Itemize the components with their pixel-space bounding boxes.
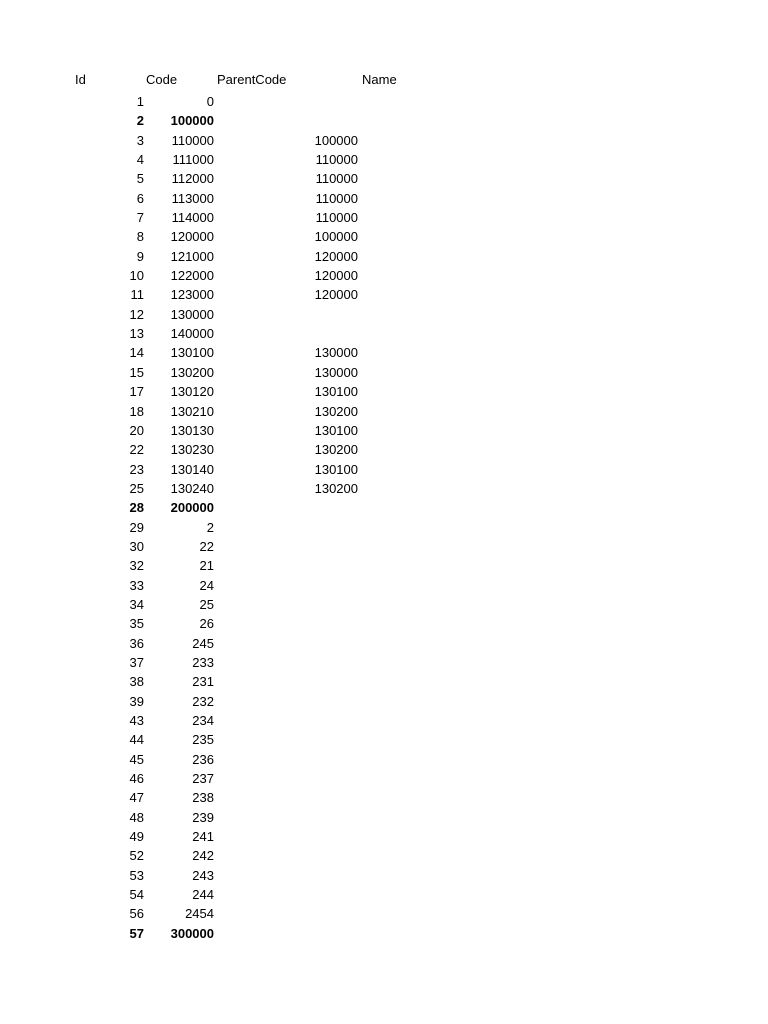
cell-code: 231 <box>192 674 214 690</box>
cell-code: 121000 <box>170 248 214 264</box>
table-row <box>0 576 768 595</box>
table-row <box>0 460 768 479</box>
cell-id: 53 <box>129 867 144 883</box>
cell-id: 20 <box>129 422 144 438</box>
cell-code: 232 <box>192 693 214 709</box>
cell-id: 32 <box>129 558 144 574</box>
table-row <box>0 634 768 653</box>
table-row <box>0 885 768 904</box>
cell-code: 130000 <box>170 306 214 322</box>
cell-id: 15 <box>129 364 144 380</box>
cell-id: 22 <box>129 442 144 458</box>
table-row <box>0 769 768 788</box>
cell-code: 130130 <box>170 422 214 438</box>
cell-code: 130210 <box>170 403 214 419</box>
cell-code: 113000 <box>171 190 214 206</box>
table-row <box>0 305 768 324</box>
cell-code: 140000 <box>170 326 214 342</box>
cell-code: 239 <box>192 809 214 825</box>
table-row <box>0 827 768 846</box>
cell-id: 48 <box>129 809 144 825</box>
cell-parent-code: 120000 <box>314 268 358 284</box>
cell-code: 110000 <box>171 132 214 148</box>
table-row <box>0 402 768 421</box>
cell-parent-code: 110000 <box>315 210 358 226</box>
cell-code: 243 <box>192 867 214 883</box>
cell-parent-code: 130100 <box>314 422 358 438</box>
cell-code: 0 <box>206 94 214 109</box>
table-row <box>0 227 768 246</box>
table-row <box>0 208 768 227</box>
cell-id: 35 <box>129 616 144 632</box>
cell-id: 8 <box>136 229 144 245</box>
cell-code: 114000 <box>171 210 214 226</box>
table-row <box>0 653 768 672</box>
header-parent-code: ParentCode <box>217 72 287 87</box>
cell-code: 123000 <box>170 287 214 303</box>
table-row <box>0 672 768 691</box>
table-row <box>0 692 768 711</box>
cell-parent-code: 120000 <box>314 248 358 264</box>
table-row <box>0 730 768 749</box>
cell-id: 56 <box>129 906 144 922</box>
cell-id: 46 <box>129 771 144 787</box>
header-name: Name <box>362 72 397 87</box>
cell-code: 122000 <box>170 268 214 284</box>
cell-code: 22 <box>199 538 214 554</box>
cell-id: 54 <box>129 887 144 903</box>
cell-code: 25 <box>199 596 214 612</box>
cell-id: 5 <box>136 171 144 187</box>
cell-code: 100000 <box>170 113 214 129</box>
cell-code: 300000 <box>170 925 214 941</box>
table-row <box>0 479 768 498</box>
data-rows <box>0 92 768 943</box>
cell-code: 2 <box>206 519 214 535</box>
table-row <box>0 150 768 169</box>
table-row <box>0 285 768 304</box>
cell-id: 3 <box>136 132 144 148</box>
table-row <box>0 343 768 362</box>
cell-id: 44 <box>129 732 144 748</box>
table-row <box>0 363 768 382</box>
cell-code: 235 <box>192 732 214 748</box>
table-row <box>0 266 768 285</box>
header-id: Id <box>75 72 86 87</box>
cell-code: 233 <box>192 654 214 670</box>
cell-code: 130230 <box>170 442 214 458</box>
cell-code: 234 <box>192 713 214 728</box>
cell-code: 244 <box>192 887 214 903</box>
cell-code: 130140 <box>170 461 214 477</box>
cell-id: 2 <box>136 113 144 129</box>
cell-id: 7 <box>136 210 144 226</box>
cell-parent-code: 100000 <box>314 132 358 148</box>
cell-code: 130100 <box>170 345 214 361</box>
table-row <box>0 924 768 943</box>
cell-id: 12 <box>129 306 144 322</box>
table-row <box>0 788 768 807</box>
table-row <box>0 111 768 130</box>
header-code: Code <box>146 72 178 87</box>
cell-code: 238 <box>192 790 214 806</box>
table-row <box>0 382 768 401</box>
table-row <box>0 750 768 769</box>
table-row <box>0 904 768 923</box>
cell-code: 245 <box>192 635 214 651</box>
table-row <box>0 808 768 827</box>
cell-id: 45 <box>129 751 144 767</box>
cell-code: 130200 <box>170 364 214 380</box>
cell-id: 39 <box>129 693 144 709</box>
table-row <box>0 866 768 885</box>
cell-id: 10 <box>129 268 144 284</box>
cell-id: 6 <box>136 190 144 206</box>
cell-code: 111000 <box>172 152 214 168</box>
cell-parent-code: 130200 <box>314 403 358 419</box>
table-row <box>0 614 768 633</box>
cell-id: 57 <box>129 925 144 941</box>
cell-code: 130240 <box>170 480 214 496</box>
cell-parent-code: 100000 <box>314 229 358 245</box>
cell-id: 17 <box>129 384 144 400</box>
cell-id: 49 <box>129 829 144 845</box>
cell-parent-code: 130100 <box>314 461 358 477</box>
cell-id: 52 <box>129 848 144 864</box>
cell-code: 130120 <box>170 384 214 400</box>
cell-id: 23 <box>129 461 144 477</box>
cell-id: 1 <box>136 94 144 109</box>
cell-id: 33 <box>129 577 144 593</box>
cell-id: 13 <box>129 326 144 342</box>
table-row <box>0 595 768 614</box>
cell-id: 18 <box>129 403 144 419</box>
cell-parent-code: 110000 <box>315 152 358 168</box>
table-row <box>0 556 768 575</box>
table-row <box>0 711 768 730</box>
cell-code: 26 <box>199 616 214 632</box>
cell-code: 237 <box>192 771 214 787</box>
table-row <box>0 324 768 343</box>
table-row <box>0 537 768 556</box>
cell-code: 2454 <box>185 906 214 922</box>
table-row <box>0 131 768 150</box>
cell-parent-code: 110000 <box>315 190 358 206</box>
cell-code: 120000 <box>170 229 214 245</box>
cell-parent-code: 110000 <box>315 171 358 187</box>
cell-id: 34 <box>129 596 144 612</box>
cell-id: 14 <box>129 345 144 361</box>
cell-id: 9 <box>136 248 144 264</box>
cell-id: 30 <box>129 538 144 554</box>
table-row <box>0 247 768 266</box>
table-row <box>0 92 768 111</box>
table-row <box>0 518 768 537</box>
cell-id: 4 <box>136 152 144 168</box>
cell-parent-code: 130200 <box>314 442 358 458</box>
cell-id: 47 <box>129 790 144 806</box>
cell-code: 236 <box>192 751 214 767</box>
cell-code: 24 <box>199 577 214 593</box>
cell-code: 200000 <box>170 500 214 516</box>
cell-parent-code: 130000 <box>314 345 358 361</box>
cell-code: 241 <box>192 829 214 845</box>
table-row <box>0 189 768 208</box>
cell-parent-code: 120000 <box>314 287 358 303</box>
cell-id: 43 <box>129 713 144 728</box>
cell-id: 11 <box>130 287 144 303</box>
table-row <box>0 169 768 188</box>
table-row <box>0 846 768 865</box>
cell-code: 112000 <box>171 171 214 187</box>
cell-parent-code: 130000 <box>314 364 358 380</box>
cell-id: 25 <box>129 480 144 496</box>
table-row <box>0 421 768 440</box>
table-row <box>0 498 768 517</box>
cell-code: 21 <box>199 558 214 574</box>
table-row <box>0 440 768 459</box>
header-row <box>0 72 768 91</box>
cell-id: 37 <box>129 654 144 670</box>
cell-parent-code: 130200 <box>314 480 358 496</box>
cell-parent-code: 130100 <box>314 384 358 400</box>
cell-code: 242 <box>192 848 214 864</box>
cell-id: 36 <box>129 635 144 651</box>
cell-id: 28 <box>129 500 144 516</box>
cell-id: 29 <box>129 519 144 535</box>
cell-id: 38 <box>129 674 144 690</box>
